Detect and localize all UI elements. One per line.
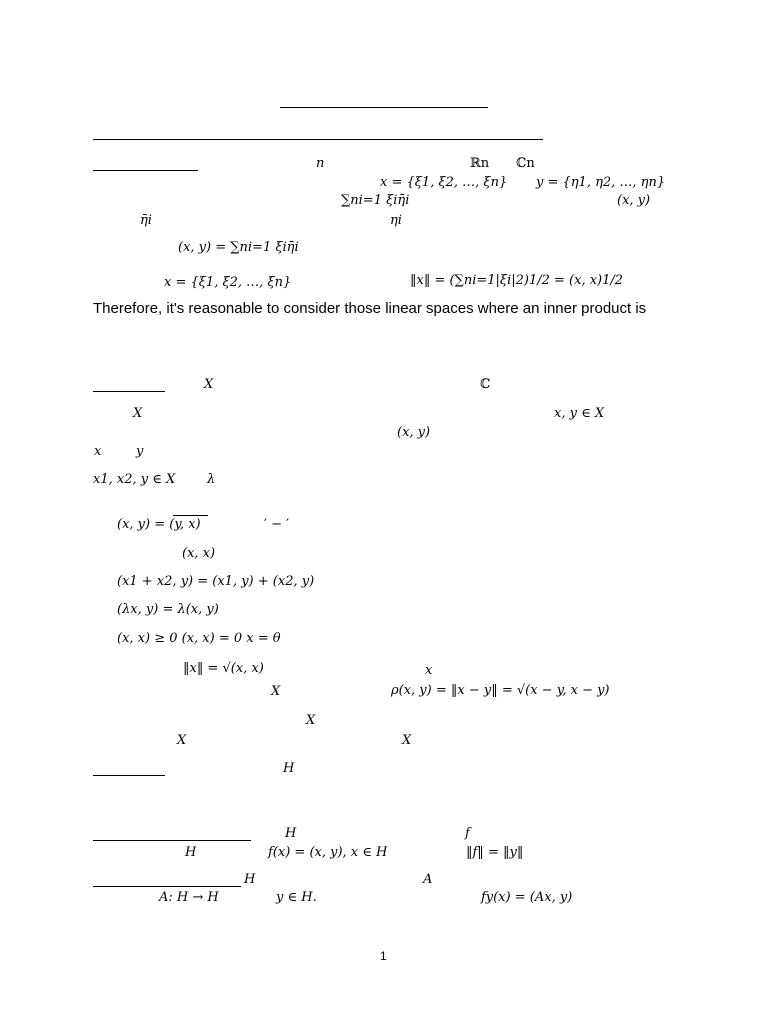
math-y-vector: y = {η1, η2, …, ηn} [536,175,666,190]
math-xy-pair: (x, y) [617,193,651,208]
math-f-norm: ‖f‖ = ‖y‖ [466,845,524,860]
section-label-underline-1 [93,170,198,171]
math-eta-i: ηi [390,213,402,228]
math-H-2: H [285,826,297,841]
math-lambda: λ [207,472,216,487]
math-fy: fy(x) = (Ax, y) [481,890,573,905]
axiom-real: (x, x) [182,546,216,561]
math-xy-in-X: x, y ∈ X [554,406,605,421]
math-X-3: X [271,684,281,699]
axiom-additivity: (x1 + x2, y) = (x1, y) + (x2, y) [117,574,315,589]
math-sum-expression: ∑ni=1 ξiη̄i [341,193,410,208]
math-n: n [316,156,325,171]
page-number: 1 [380,949,387,963]
math-metric: ρ(x, y) = ‖x − y‖ = √(x − y, x − y) [391,683,610,698]
math-X-6: X [402,733,412,748]
math-eta-bar: η̄i [140,213,152,228]
math-H: H [283,761,295,776]
math-f: f [465,826,470,841]
conjugate-overbar [173,515,208,516]
math-H-4: H [244,872,256,887]
math-inner-product-definition: (x, y) = ∑ni=1 ξiη̄i [178,240,299,255]
section-label-underline-5 [93,886,241,887]
math-x-vector: x = {ξ1, ξ2, …, ξn} [380,175,508,190]
section-label-underline-4 [93,840,251,841]
math-xy-pair-2: (x, y) [397,425,431,440]
section-label-underline-2 [93,391,165,392]
math-f-of-x: f(x) = (x, y), x ∈ H [268,845,388,860]
title-underline [280,107,488,108]
math-A-operator: A: H → H [159,890,219,905]
math-X-2: X [133,406,143,421]
math-X-4: X [306,713,316,728]
math-x-vector-2: x = {ξ1, ξ2, …, ξn} [164,275,292,290]
math-x-3: x [425,663,433,678]
axiom-conjugate-symmetry: (x, y) = (y, x) [117,517,201,532]
section-label-underline-3 [93,775,165,776]
math-Rn: ℝn [470,156,490,171]
math-C: ℂ [480,377,491,392]
math-X-5: X [177,733,187,748]
axiom-overbar-note: ′ − ′ [264,517,290,532]
axiom-positivity: (x, x) ≥ 0 (x, x) = 0 x = θ [117,631,281,646]
math-norm-sqrt: ‖x‖ = √(x, x) [183,661,264,676]
math-Cn: ℂn [516,156,535,171]
math-y-in-H: y ∈ H. [276,890,317,905]
math-norm-definition: ‖x‖ = (∑ni=1|ξi|2)1/2 = (x, x)1/2 [410,273,624,288]
math-x1x2y: x1, x2, y ∈ X [93,472,176,487]
math-x: x [94,444,102,459]
heading-underline [93,139,543,140]
paragraph-text: Therefore, it's reasonable to consider those linear spaces where an inner product is [93,300,647,317]
math-H-3: H [185,845,197,860]
math-A: A [423,872,433,887]
math-X: X [204,377,214,392]
math-y: y [136,444,144,459]
axiom-homogeneity: (λx, y) = λ(x, y) [117,602,219,617]
